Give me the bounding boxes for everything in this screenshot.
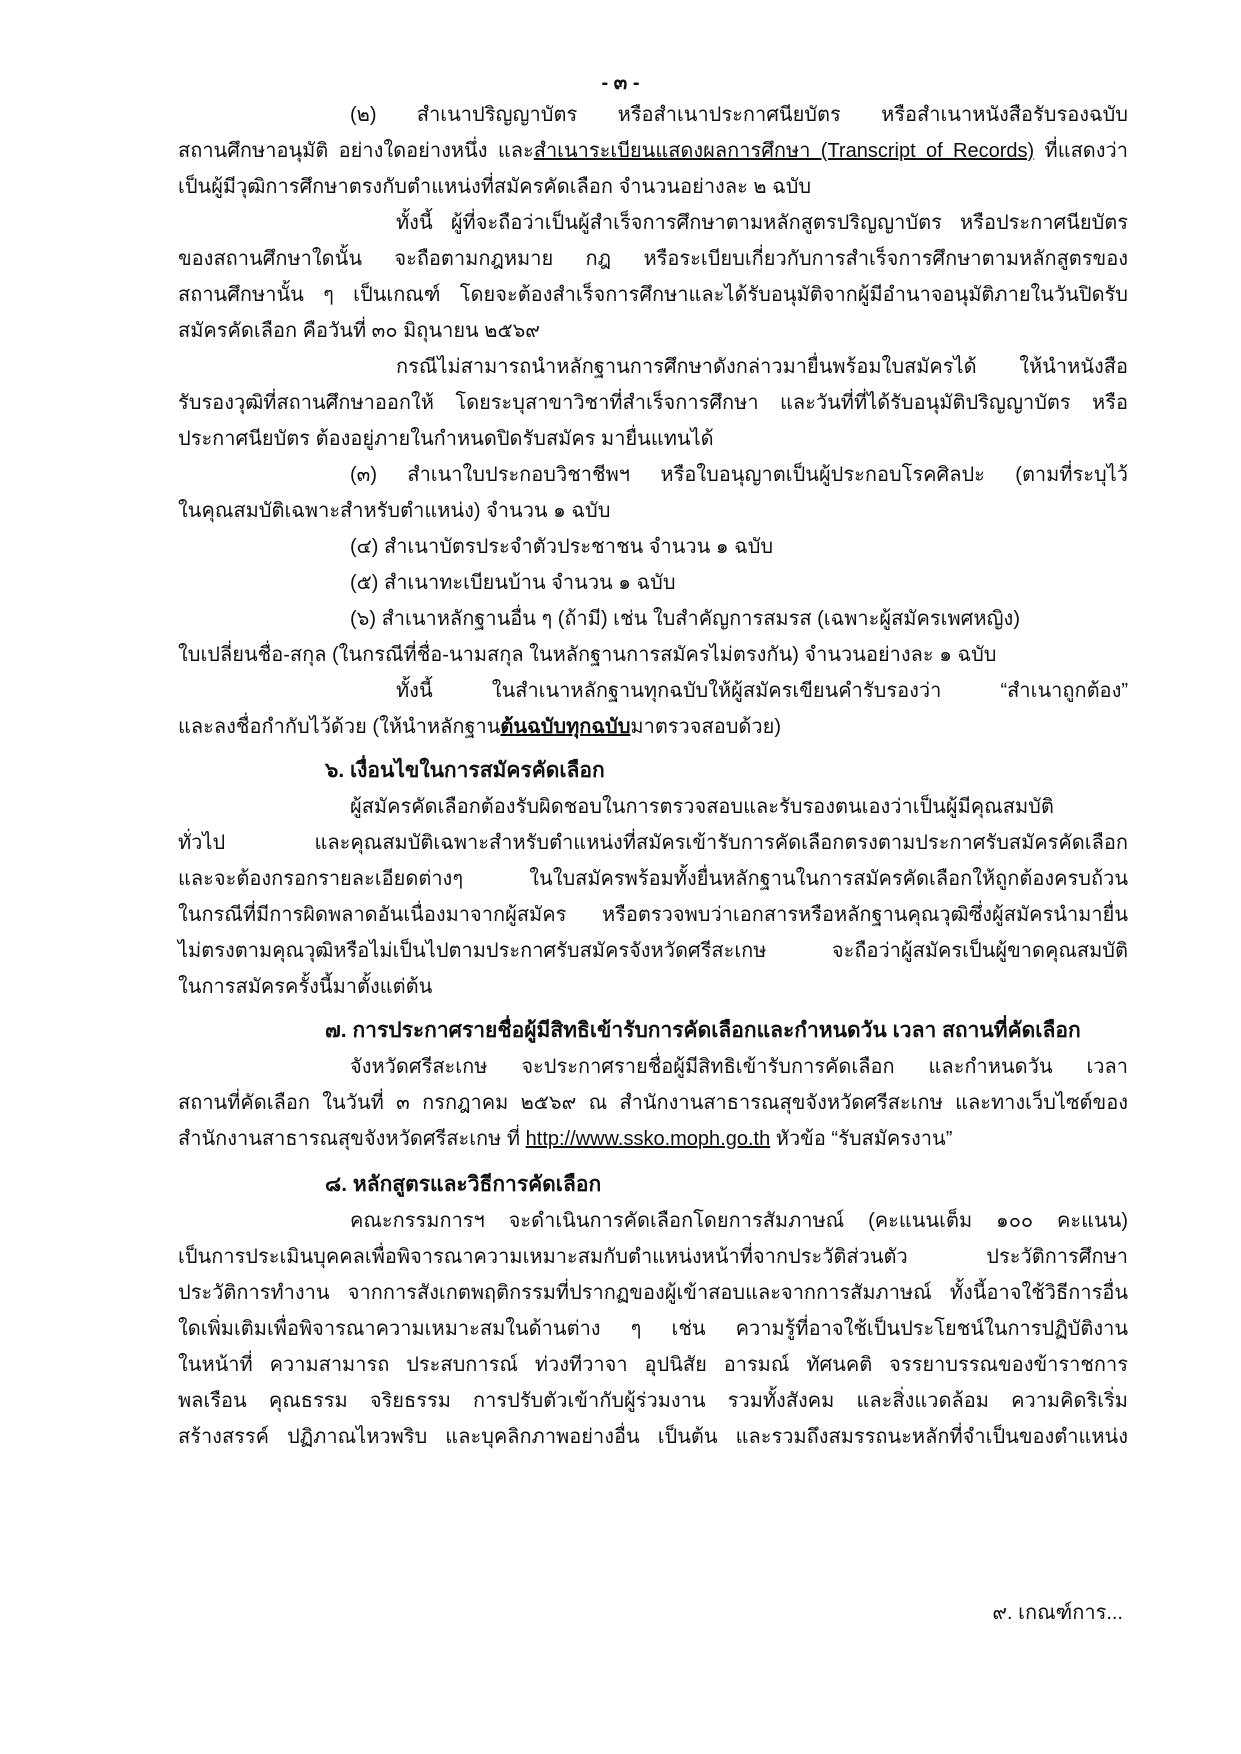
item-2-para-3-line-1: กรณีไม่สามารถนำหลักฐานการศึกษาดังกล่าวมายื่นพร้อมใบสมัครได้ ให้นำหนังสือ [396, 356, 1128, 378]
section-7-heading: ๗. การประกาศรายชื่อผู้มีสิทธิเข้ารับการคัดเลือกและกำหนดวัน เวลา สถานที่คัดเลือก [325, 1019, 1081, 1042]
section-8-line-3: ประวัติการทำงาน จากการสังเกตพฤติกรรมที่ปรากฏของผู้เข้าสอบและจากการสัมภาษณ์ ทั้งนี้อาจใช้วิธีการอื่น [178, 1282, 1128, 1304]
item-5: (๕) สำเนาทะเบียนบ้าน จำนวน ๑ ฉบับ [350, 572, 676, 594]
section-6-line-2: ทั่วไป และคุณสมบัติเฉพาะสำหรับตำแหน่งที่สมัครเข้ารับการคัดเลือกตรงตามประกาศรับสมัครคัดเลือก [178, 832, 1128, 854]
section-6-line-1: ผู้สมัครคัดเลือกต้องรับผิดชอบในการตรวจสอบและรับรองตนเองว่าเป็นผู้มีคุณสมบัติ [350, 796, 1054, 818]
section-8-line-7: สร้างสรรค์ ปฏิภาณไหวพริบ และบุคลิกภาพอย่างอื่น เป็นต้น และรวมถึงสมรรถนะหลักที่จำเป็นของตำแหน่ง [178, 1426, 1128, 1448]
section-8-line-1: คณะกรรมการฯ จะดำเนินการคัดเลือกโดยการสัมภาษณ์ (คะแนนเต็ม ๑๐๐ คะแนน) [350, 1210, 1128, 1232]
section-8-heading: ๘. หลักสูตรและวิธีการคัดเลือก [325, 1173, 602, 1196]
item-2-para-3-line-2: รับรองวุฒิที่สถานศึกษาออกให้ โดยระบุสาขาวิชาที่สำเร็จการศึกษา และวันที่ที่ได้รับอนุมัติปริญญาบัตร หรือ [178, 392, 1128, 414]
item-6-line-2: ใบเปลี่ยนชื่อ-สกุล (ในกรณีที่ชื่อ-นามสกุล ในหลักฐานการสมัครไม่ตรงกัน) จำนวนอย่างละ ๑ ฉบับ [178, 644, 997, 666]
section-6-line-6: ในการสมัครครั้งนี้มาตั้งแต่ต้น [178, 976, 433, 998]
item-4: (๔) สำเนาบัตรประจำตัวประชาชน จำนวน ๑ ฉบับ [350, 536, 774, 558]
item-2-para-2-line-3: สถานศึกษานั้น ๆ เป็นเกณฑ์ โดยจะต้องสำเร็จการศึกษาและได้รับอนุมัติจากผู้มีอำนาจอนุมัติภายในวันปิดรับ [178, 284, 1128, 306]
website-link[interactable]: http://www.ssko.moph.go.th [525, 1128, 771, 1150]
item-2-para-2-line-1: ทั้งนี้ ผู้ที่จะถือว่าเป็นผู้สำเร็จการศึกษาตามหลักสูตรปริญญาบัตร หรือประกาศนียบัตร [396, 212, 1128, 234]
item-6-para-2-line-2: และลงชื่อกำกับไว้ด้วย (ให้นำหลักฐานต้นฉบับทุกฉบับมาตรวจสอบด้วย) [178, 716, 782, 738]
item-2-line-1: (๒) สำเนาปริญญาบัตร หรือสำเนาประกาศนียบัตร หรือสำเนาหนังสือรับรองฉบับ [350, 104, 1128, 126]
item-2-para-2-line-2: ของสถานศึกษาใดนั้น จะถือตามกฎหมาย กฎ หรือระเบียบเกี่ยวกับการสำเร็จการศึกษาตามหลักสูตรของ [178, 248, 1128, 270]
item-2-line-3: เป็นผู้มีวุฒิการศึกษาตรงกับตำแหน่งที่สมัครคัดเลือก จำนวนอย่างละ ๒ ฉบับ [178, 176, 812, 198]
item-6-line-1: (๖) สำเนาหลักฐานอื่น ๆ (ถ้ามี) เช่น ใบสำคัญการสมรส (เฉพาะผู้สมัครเพศหญิง) [350, 608, 1020, 630]
section-8-line-4: ใดเพิ่มเติมเพื่อพิจารณาความเหมาะสมในด้านต่าง ๆ เช่น ความรู้ที่อาจใช้เป็นประโยชน์ในการปฏิบัติงาน [178, 1318, 1128, 1340]
continuation-footer: ๙. เกณฑ์การ... [992, 1602, 1123, 1624]
transcript-underlined-text: สำเนาระเบียนแสดงผลการศึกษา (Transcript of Records) [533, 140, 1035, 162]
section-8-line-5: ในหน้าที่ ความสามารถ ประสบการณ์ ท่วงทีวาจา อุปนิสัย อารมณ์ ทัศนคติ จรรยาบรรณของข้าราชการ [178, 1354, 1128, 1376]
section-6-heading: ๖. เงื่อนไขในการสมัครคัดเลือก [325, 759, 605, 782]
section-8-line-6: พลเรือน คุณธรรม จริยธรรม การปรับตัวเข้ากับผู้ร่วมงาน รวมทั้งสังคม และสิ่งแวดล้อม ความคิดริเริ่ม [178, 1390, 1128, 1412]
item-2-line-2: สถานศึกษาอนุมัติ อย่างใดอย่างหนึ่ง และสำเนาระเบียนแสดงผลการศึกษา (Transcript of Records) ที่แสดงว่า [178, 140, 1129, 162]
item-2-para-3-line-3: ประกาศนียบัตร ต้องอยู่ภายในกำหนดปิดรับสมัคร มายื่นแทนได้ [178, 428, 714, 450]
section-6-line-4: ในกรณีที่มีการผิดพลาดอันเนื่องมาจากผู้สมัคร หรือตรวจพบว่าเอกสารหรือหลักฐานคุณวุฒิซึ่งผู้สมัครนำมายื่น [178, 904, 1128, 926]
section-6-line-5: ไม่ตรงตามคุณวุฒิหรือไม่เป็นไปตามประกาศรับสมัครจังหวัดศรีสะเกษ จะถือว่าผู้สมัครเป็นผู้ขาดคุณสมบัติ [178, 940, 1128, 962]
section-7-line-3: สำนักงานสาธารณสุขจังหวัดศรีสะเกษ ที่ http://www.ssko.moph.go.th หัวข้อ “รับสมัครงาน” [178, 1128, 953, 1150]
section-8-line-2: เป็นการประเมินบุคคลเพื่อพิจารณาความเหมาะสมกับตำแหน่งหน้าที่จากประวัติส่วนตัว ประวัติการศึกษา [178, 1246, 1128, 1268]
item-3-line-1: (๓) สำเนาใบประกอบวิชาชีพฯ หรือใบอนุญาตเป็นผู้ประกอบโรคศิลปะ (ตามที่ระบุไว้ [350, 464, 1128, 486]
item-6-para-2-line-1: ทั้งนี้ ในสำเนาหลักฐานทุกฉบับให้ผู้สมัครเขียนคำรับรองว่า “สำเนาถูกต้อง” [396, 680, 1128, 702]
section-6-line-3: และจะต้องกรอกรายละเอียดต่างๆ ในใบสมัครพร้อมทั้งยื่นหลักฐานในการสมัครคัดเลือกให้ถูกต้องครบถ้วน [178, 868, 1128, 890]
section-7-line-1: จังหวัดศรีสะเกษ จะประกาศรายชื่อผู้มีสิทธิเข้ารับการคัดเลือก และกำหนดวัน เวลา [350, 1056, 1128, 1078]
page-number: - ๓ - [601, 72, 640, 94]
section-7-line-2: สถานที่คัดเลือก ในวันที่ ๓ กรกฎาคม ๒๕๖๙ ณ สำนักงานสาธารณสุขจังหวัดศรีสะเกษ และทางเว็บไซต์ของ [178, 1092, 1128, 1114]
item-2-para-2-line-4: สมัครคัดเลือก คือวันที่ ๓๐ มิถุนายน ๒๕๖๙ [178, 320, 540, 342]
item-3-line-2: ในคุณสมบัติเฉพาะสำหรับตำแหน่ง) จำนวน ๑ ฉบับ [178, 500, 611, 522]
original-copies-emphasis: ต้นฉบับทุกฉบับ [500, 716, 631, 738]
